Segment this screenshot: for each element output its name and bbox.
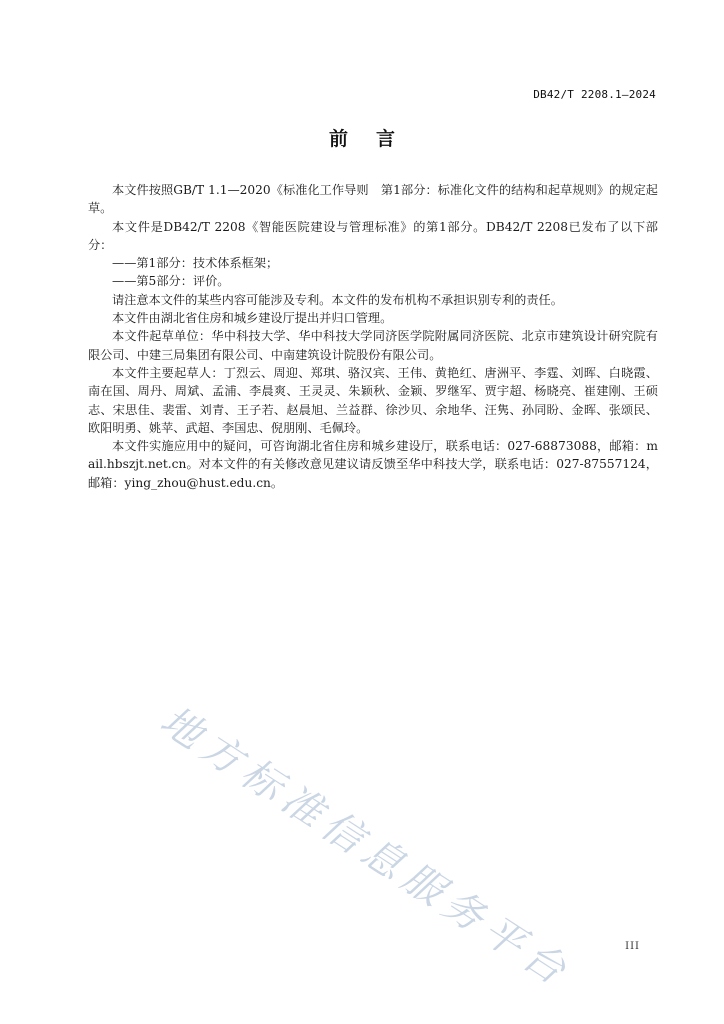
paragraph-patent-notice: 请注意本文件的某些内容可能涉及专利。本文件的发布机构不承担识别专利的责任。 — [112, 292, 563, 307]
foreword-body — [88, 181, 658, 492]
paragraph-standard-parts: 本文件是DB42/T 2208《智能医院建设与管理标准》的第1部分。DB42/T 2208已发布了以下部分： — [88, 219, 658, 252]
list-item-part-5: ——第5部分：评价。 — [112, 274, 230, 289]
page-number: III — [625, 941, 640, 952]
paragraph-drafting-rules: 本文件按照GB/T 1.1—2020《标准化工作导则 第1部分：标准化文件的结构和起草规则》的规定起草。 — [88, 183, 658, 216]
paragraph-drafting-units: 本文件起草单位：华中科技大学、华中科技大学同济医学院附属同济医院、北京市建筑设计研究院有限公司、中建三局集团有限公司、中南建筑设计院股份有限公司。 — [88, 329, 658, 362]
page-title: 前言 — [328, 128, 423, 150]
paragraph-drafters: 本文件主要起草人：丁烈云、周迎、郑琪、骆汉宾、王伟、黄艳红、唐洲平、李霆、刘晖、白晓霞、南在国、周丹、周斌、孟浦、李晨爽、王灵灵、朱颖秋、金颖、罗继军、贾宇超、杨晓亮、崔建刚、王硕志、宋思佳、裴雷、刘青、王子若、赵晨旭、兰益群、徐沙贝、余地华、汪隽、孙同盼、金晖、张颂民、欧阳明勇、姚苹、武超、李国忠、倪朋刚、毛佩玲。 — [88, 365, 658, 435]
list-item-part-1: ——第1部分：技术体系框架； — [112, 256, 279, 271]
paragraph-proposer: 本文件由湖北省住房和城乡建设厅提出并归口管理。 — [112, 311, 393, 326]
paragraph-contact: 本文件实施应用中的疑问，可咨询湖北省住房和城乡建设厅，联系电话：027-68873088，邮箱：mail.hbszjt.net.cn。对本文件的有关修改意见建议请反馈至华中科技大学，联系电话：027-87557124，邮箱：ying_zhou@hust.edu.cn。 — [88, 439, 658, 490]
document-code: DB42/T 2208.1—2024 — [533, 88, 656, 101]
watermark: 地方标准信息服务平台 — [152, 697, 580, 998]
